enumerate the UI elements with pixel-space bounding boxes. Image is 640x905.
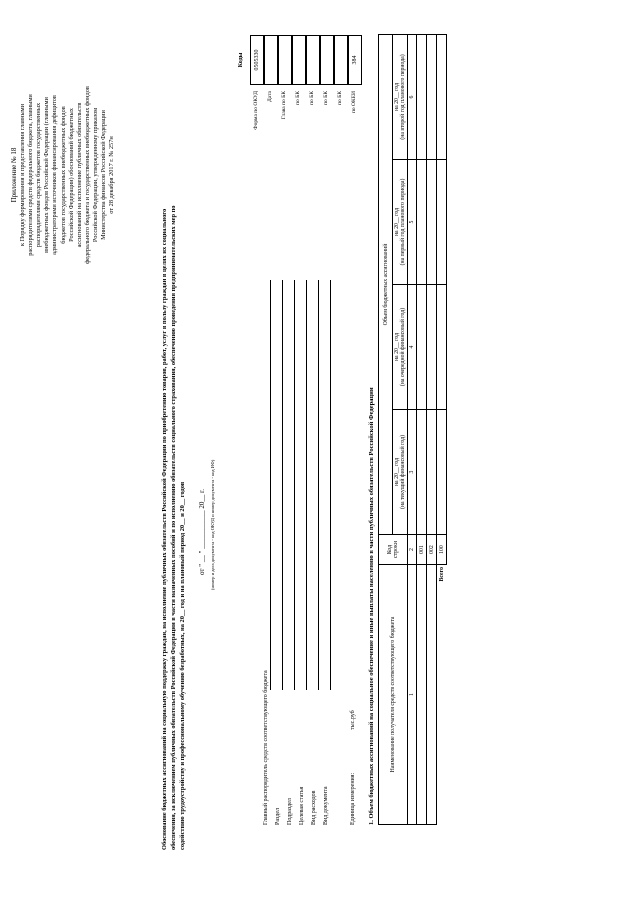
form-field-line[interactable]: [318, 280, 319, 690]
row-code-cell: 001: [417, 535, 427, 565]
document-date-caption: (номер и дата документа - код ОКУД и номер документа - код ИФ): [210, 459, 215, 590]
value-cell[interactable]: [417, 160, 427, 285]
code-label: по БК: [337, 91, 343, 105]
appendix-line: Российской Федерации, утвержденному приказом: [91, 107, 99, 243]
total-value-cell[interactable]: [437, 34, 447, 159]
value-cell[interactable]: [427, 34, 437, 159]
form-field-line[interactable]: [270, 280, 271, 690]
table-header-period: [393, 285, 408, 410]
code-label: Глава по БК: [281, 91, 287, 120]
appendix-title: Приложение № 18: [10, 147, 18, 203]
code-value[interactable]: [334, 35, 348, 85]
code-label: по БК: [295, 91, 301, 105]
period-note: (на первый год планового периода): [400, 178, 406, 266]
units-label: Единица измерения:: [350, 772, 356, 825]
appendix-line: бюджетов государственных внебюджетных фондов: [59, 106, 67, 244]
value-cell[interactable]: [427, 160, 437, 285]
code-label: по БК: [309, 91, 315, 105]
appendix-line: ассигнований на исполнение публичных обязательств: [75, 102, 83, 248]
form-field-target-item: [298, 280, 307, 825]
period-year: на 20__ год: [394, 457, 400, 487]
code-value[interactable]: 0505330: [250, 35, 264, 85]
table-header-period: [393, 34, 408, 159]
period-note: (на очередной финансовый год): [400, 307, 406, 387]
document-date: от " __ " ___________ 20__ г.: [198, 488, 206, 575]
table-row: [417, 34, 427, 824]
form-field-label: Вид документа: [323, 786, 329, 825]
value-cell[interactable]: [427, 285, 437, 410]
table-header-period: [393, 160, 408, 285]
form-field-section: [274, 280, 283, 825]
code-row-bk: [306, 35, 320, 215]
period-year: на 20__ год: [394, 82, 400, 112]
form-field-label: Раздел: [275, 808, 281, 825]
table-header-name: Наименование получателя средств соответствующего бюджета: [379, 565, 408, 825]
period-year: на 20__ год: [394, 332, 400, 362]
total-code: 100: [437, 535, 447, 565]
code-row-bk: [334, 35, 348, 215]
appendix-line: распорядителями средств бюджетов государственных: [35, 102, 43, 248]
form-field-label: Целевая статья: [299, 786, 305, 825]
code-row-okei: [348, 35, 362, 215]
value-cell[interactable]: [417, 34, 427, 159]
form-field-line[interactable]: [306, 280, 307, 690]
form-field-label: Подраздел: [287, 798, 293, 825]
column-number: 6: [408, 34, 417, 159]
form-field-main-distributor: [262, 280, 271, 825]
code-label: по БК: [323, 91, 329, 105]
form-field-label: Главный распорядитель средств соответствующего бюджета: [263, 670, 269, 825]
section-title: 1. Объем бюджетных ассигнований на социальное обеспечение и иные выплаты населению в части публичных обязательств Российской Федерации: [368, 387, 375, 825]
code-value[interactable]: [264, 35, 278, 85]
period-note: (на второй год планового периода): [400, 54, 406, 140]
appendix-line: внебюджетных фондов Российской Федерации (главными: [43, 97, 51, 253]
form-field-label: Вид расходов: [311, 790, 317, 825]
appendix-line: распорядителями средств федерального бюджета, главными: [27, 94, 35, 256]
column-number: 4: [408, 285, 417, 410]
document-title: Обоснование бюджетных ассигнований на социальную поддержку граждан, на исполнение публичных обязательств Российской Федерации по приобретению товаров, работ, услуг в пользу граждан в целях их социального обеспечения, за исключением публичных обязательств Российской Федерации в части назначенных пособий и по исполнению обязательств социального страхования, обеспечению проведения предпринимательских мер по содействию трудоустройству и профессиональному обучению безработных, на 20__ год и на плановый период 20__ и 20__ годов: [161, 205, 186, 850]
column-number: 1: [408, 565, 417, 825]
appendix-block: [10, 45, 116, 305]
form-field-subsection: [286, 280, 295, 825]
table-header-group: Объем бюджетных ассигнований: [379, 34, 393, 534]
code-value[interactable]: [278, 35, 292, 85]
code-label: Дата: [267, 91, 273, 102]
appendix-line: от 28 декабря 2017 г. № 257н: [108, 136, 116, 214]
row-name-cell[interactable]: [427, 565, 437, 825]
appendix-line: Российской Федерации) обоснований бюджетных: [67, 108, 75, 242]
code-row-chapter: [278, 35, 292, 215]
codes-header: Коды: [238, 52, 244, 68]
total-value-cell[interactable]: [437, 285, 447, 410]
column-number: 3: [408, 410, 417, 535]
value-cell[interactable]: [417, 410, 427, 535]
column-number: 5: [408, 160, 417, 285]
period-note: (на текущий финансовый год): [400, 434, 406, 510]
column-number: 2: [408, 535, 417, 565]
appendix-line: федерального бюджета и государственных внебюджетных фондов: [83, 86, 91, 264]
total-value-cell[interactable]: [437, 410, 447, 535]
units-value: тыс.руб: [350, 710, 356, 730]
code-label: Форма по ОКУД: [253, 91, 259, 130]
form-field-expense-type: [310, 280, 319, 825]
table-row: [427, 34, 437, 824]
total-value-cell[interactable]: [437, 160, 447, 285]
table-total-row: [437, 34, 447, 824]
value-cell[interactable]: [417, 285, 427, 410]
total-label: Всего: [438, 567, 445, 582]
table-header-period: [393, 410, 408, 535]
form-field-line[interactable]: [294, 280, 295, 690]
table-header-code: Код строки: [379, 535, 408, 565]
code-value[interactable]: [306, 35, 320, 85]
period-year: на 20__ год: [394, 207, 400, 237]
form-field-line[interactable]: [330, 280, 331, 690]
form-field-document-type: [322, 280, 331, 825]
appendix-line: Министерства финансов Российской Федерации: [100, 110, 108, 240]
form-field-line[interactable]: [282, 280, 283, 690]
code-label: по ОКЕИ: [351, 91, 357, 114]
code-value[interactable]: 384: [348, 35, 362, 85]
code-row-okud: [250, 35, 264, 215]
code-row-bk: [320, 35, 334, 215]
code-row-date: [264, 35, 278, 215]
code-row-bk: [292, 35, 306, 215]
appendix-line: к Порядку формирования и представления главными: [19, 103, 27, 247]
appendix-line: администраторами источников финансирования дефицитов: [51, 95, 59, 255]
code-value[interactable]: [320, 35, 334, 85]
row-name-cell[interactable]: [417, 565, 427, 825]
value-cell[interactable]: [427, 410, 437, 535]
row-code-cell: 002: [427, 535, 437, 565]
code-value[interactable]: [292, 35, 306, 85]
budget-table: [378, 34, 447, 825]
